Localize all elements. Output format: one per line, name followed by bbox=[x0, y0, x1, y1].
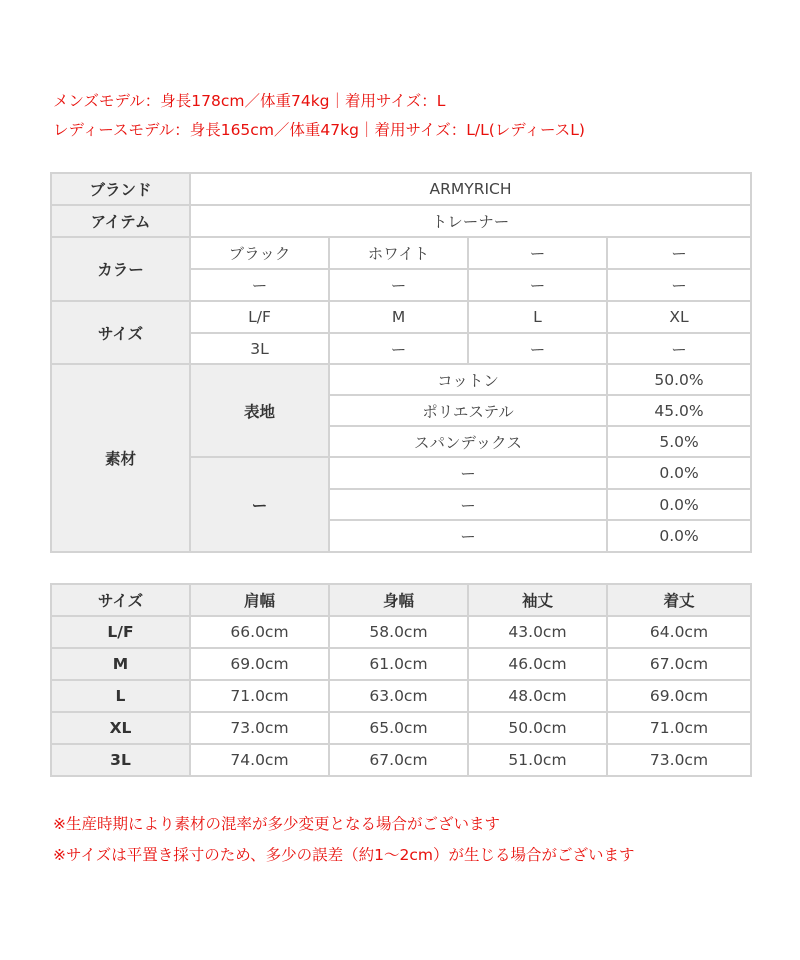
material-pct: 0.0% bbox=[607, 520, 751, 552]
table-row bbox=[51, 237, 751, 269]
measurement-cell: 65.0cm bbox=[329, 712, 468, 744]
column-header: 着丈 bbox=[607, 584, 751, 616]
color-cell: ホワイト bbox=[329, 237, 468, 269]
size-row-label: XL bbox=[51, 712, 190, 744]
table-header-row bbox=[51, 584, 751, 616]
table-row bbox=[51, 744, 751, 776]
table-row bbox=[51, 680, 751, 712]
brand-value: ARMYRICH bbox=[190, 173, 751, 205]
ladies-model-note: レディースモデル：身長165cm／体重47kg｜着用サイズ：L/L(レディースL) bbox=[53, 121, 585, 139]
measurement-cell: 58.0cm bbox=[329, 616, 468, 648]
material-pct: 45.0% bbox=[607, 395, 751, 426]
size-row-label: L bbox=[51, 680, 190, 712]
table-row bbox=[51, 205, 751, 237]
brand-label: ブランド bbox=[51, 173, 190, 205]
size-cell: L/F bbox=[190, 301, 329, 333]
material-pct: 5.0% bbox=[607, 426, 751, 457]
measurement-cell: 43.0cm bbox=[468, 616, 607, 648]
column-header: 袖丈 bbox=[468, 584, 607, 616]
material-name: コットン bbox=[329, 364, 607, 395]
measurement-cell: 73.0cm bbox=[190, 712, 329, 744]
size-row-label: M bbox=[51, 648, 190, 680]
size-cell: M bbox=[329, 301, 468, 333]
size-row-label: L/F bbox=[51, 616, 190, 648]
column-header: 身幅 bbox=[329, 584, 468, 616]
color-cell: ブラック bbox=[190, 237, 329, 269]
color-cell: ー bbox=[190, 269, 329, 301]
size-cell: ー bbox=[468, 333, 607, 364]
item-value: トレーナー bbox=[190, 205, 751, 237]
measurement-cell: 71.0cm bbox=[190, 680, 329, 712]
color-cell: ー bbox=[607, 237, 751, 269]
material-name: ポリエステル bbox=[329, 395, 607, 426]
size-cell: XL bbox=[607, 301, 751, 333]
table-row bbox=[51, 364, 751, 395]
material-group-label: ー bbox=[190, 457, 329, 552]
material-name: スパンデックス bbox=[329, 426, 607, 457]
material-label: 素材 bbox=[51, 364, 190, 552]
column-header: サイズ bbox=[51, 584, 190, 616]
measurement-cell: 67.0cm bbox=[607, 648, 751, 680]
table-row bbox=[51, 173, 751, 205]
measurement-cell: 67.0cm bbox=[329, 744, 468, 776]
material-pct: 50.0% bbox=[607, 364, 751, 395]
table-row bbox=[51, 616, 751, 648]
size-label: サイズ bbox=[51, 301, 190, 364]
measurement-cell: 69.0cm bbox=[190, 648, 329, 680]
table-row bbox=[51, 301, 751, 333]
size-cell: 3L bbox=[190, 333, 329, 364]
material-pct: 0.0% bbox=[607, 457, 751, 489]
measurement-cell: 50.0cm bbox=[468, 712, 607, 744]
material-name: ー bbox=[329, 489, 607, 520]
size-cell: ー bbox=[329, 333, 468, 364]
measurement-cell: 69.0cm bbox=[607, 680, 751, 712]
spec-table bbox=[50, 172, 752, 553]
size-row-label: 3L bbox=[51, 744, 190, 776]
material-group-label: 表地 bbox=[190, 364, 329, 457]
measurement-cell: 48.0cm bbox=[468, 680, 607, 712]
measurement-cell: 46.0cm bbox=[468, 648, 607, 680]
size-cell: ー bbox=[607, 333, 751, 364]
table-row bbox=[51, 648, 751, 680]
footnote-material: ※生産時期により素材の混率が多少変更となる場合がございます bbox=[53, 815, 500, 833]
measurement-cell: 71.0cm bbox=[607, 712, 751, 744]
material-name: ー bbox=[329, 520, 607, 552]
measurement-cell: 51.0cm bbox=[468, 744, 607, 776]
size-cell: L bbox=[468, 301, 607, 333]
item-label: アイテム bbox=[51, 205, 190, 237]
material-pct: 0.0% bbox=[607, 489, 751, 520]
color-cell: ー bbox=[468, 269, 607, 301]
measurement-cell: 73.0cm bbox=[607, 744, 751, 776]
column-header: 肩幅 bbox=[190, 584, 329, 616]
measurement-cell: 74.0cm bbox=[190, 744, 329, 776]
measurement-cell: 66.0cm bbox=[190, 616, 329, 648]
mens-model-note: メンズモデル：身長178cm／体重74kg｜着用サイズ：L bbox=[53, 92, 446, 110]
footnote-measurement: ※サイズは平置き採寸のため、多少の誤差（約1～2cm）が生じる場合がございます bbox=[53, 846, 635, 864]
color-cell: ー bbox=[468, 237, 607, 269]
table-row bbox=[51, 712, 751, 744]
measurement-cell: 64.0cm bbox=[607, 616, 751, 648]
size-table bbox=[50, 583, 752, 777]
color-cell: ー bbox=[329, 269, 468, 301]
color-label: カラー bbox=[51, 237, 190, 301]
measurement-cell: 61.0cm bbox=[329, 648, 468, 680]
color-cell: ー bbox=[607, 269, 751, 301]
measurement-cell: 63.0cm bbox=[329, 680, 468, 712]
material-name: ー bbox=[329, 457, 607, 489]
